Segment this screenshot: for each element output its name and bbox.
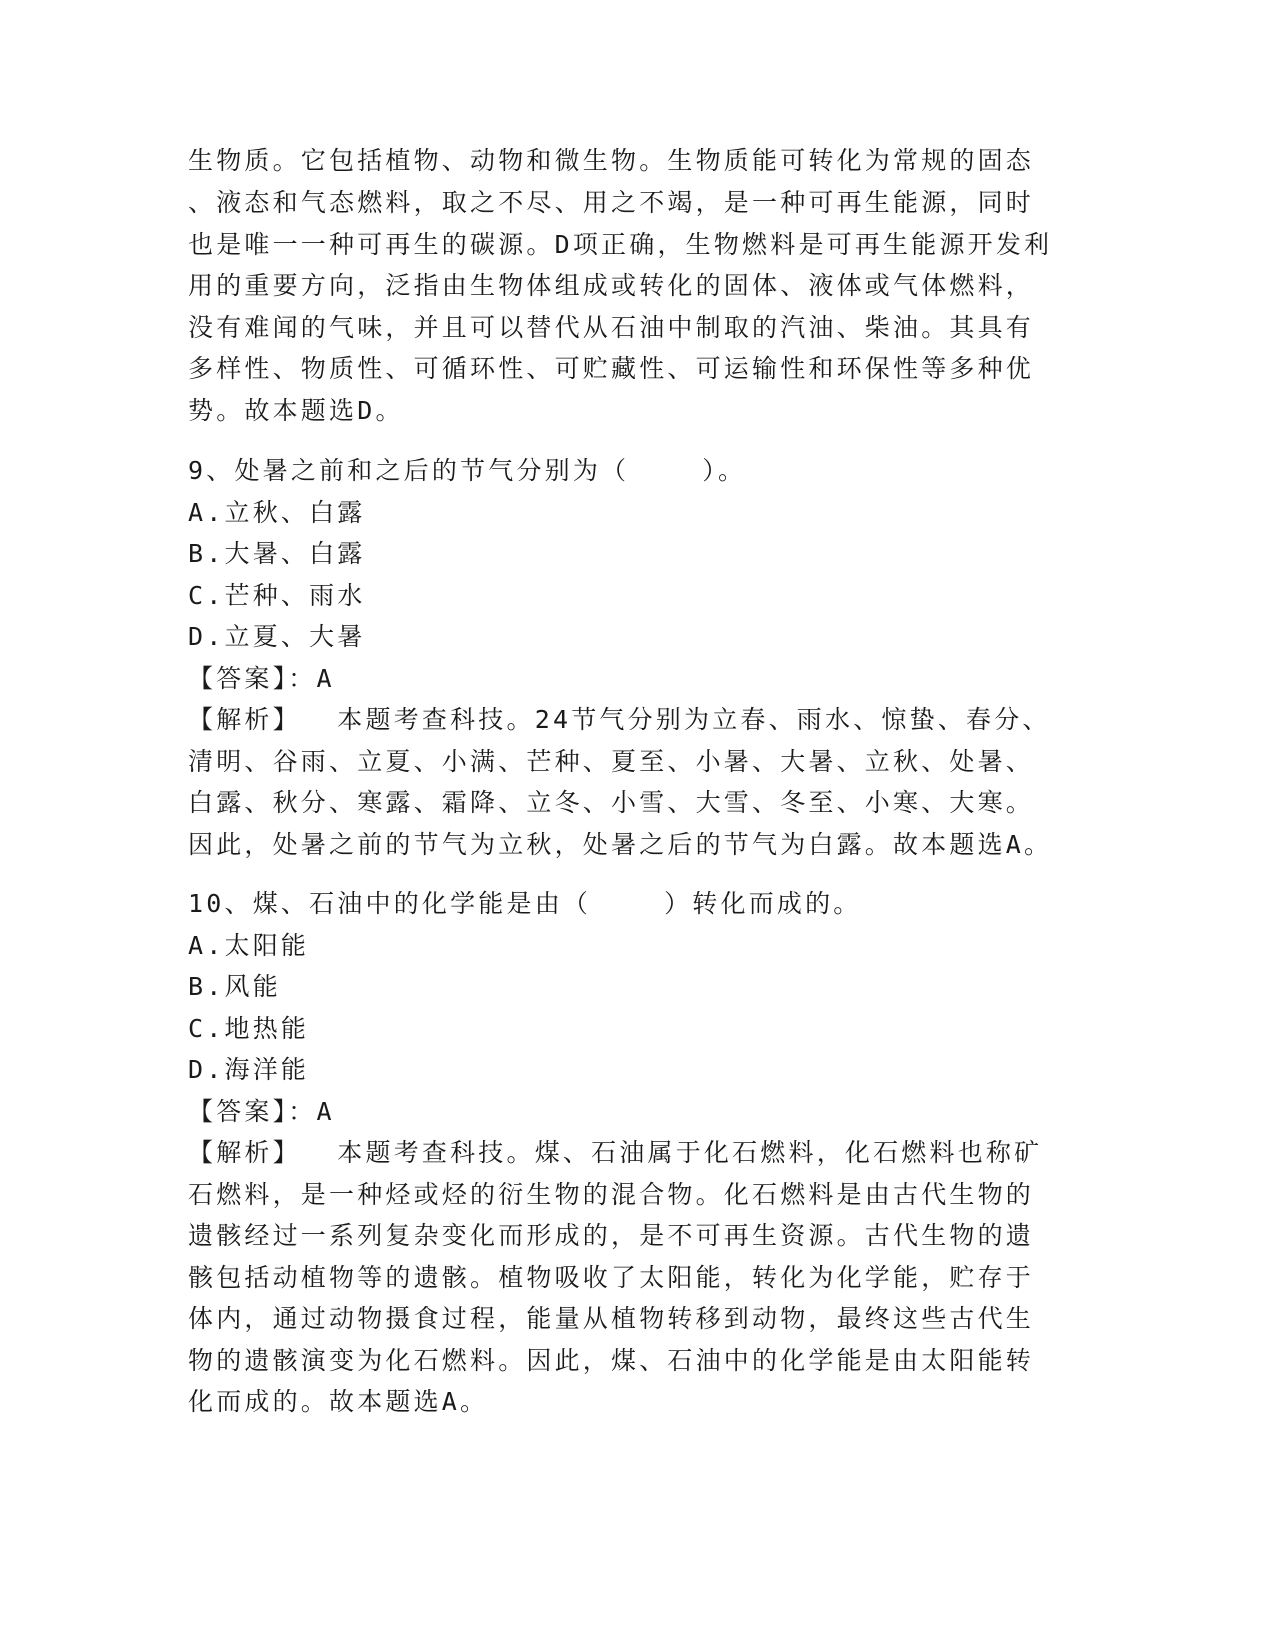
continuation-line: 势。故本题选D。: [188, 396, 404, 425]
continuation-line: 也是唯一一种可再生的碳源。D项正确，生物燃料是可再生能源开发利: [188, 230, 1053, 259]
continuation-line: 没有难闻的气味，并且可以替代从石油中制取的汽油、柴油。其具有: [188, 313, 1035, 342]
question-9-analysis-line: 因此，处暑之前的节气为立秋，处暑之后的节气为白露。故本题选A。: [188, 830, 1053, 859]
question-9-analysis-line: 清明、谷雨、立夏、小满、芒种、夏至、小暑、大暑、立秋、处暑、: [188, 747, 1035, 776]
question-10-option-c: C.地热能: [188, 1014, 310, 1043]
question-10-answer: 【答案】：A: [188, 1097, 335, 1126]
question-10-analysis-line: 物的遗骸演变为化石燃料。因此，煤、石油中的化学能是由太阳能转: [188, 1346, 1035, 1375]
question-10-analysis-line: 骸包括动植物等的遗骸。植物吸收了太阳能，转化为化学能，贮存于: [188, 1263, 1035, 1292]
question-10-analysis-line: 体内，通过动物摄食过程，能量从植物转移到动物，最终这些古代生: [188, 1304, 1035, 1333]
question-9-analysis-line: 白露、秋分、寒露、霜降、立冬、小雪、大雪、冬至、小寒、大寒。: [188, 788, 1035, 817]
question-10-analysis-line: 【解析】 本题考查科技。煤、石油属于化石燃料，化石燃料也称矿: [188, 1138, 1043, 1167]
question-10-option-b: B.风能: [188, 972, 281, 1001]
question-9-option-a: A.立秋、白露: [188, 498, 366, 527]
question-9-answer: 【答案】：A: [188, 664, 335, 693]
question-10-option-a: A.太阳能: [188, 931, 310, 960]
question-9-option-d: D.立夏、大暑: [188, 622, 366, 651]
question-9-option-b: B.大暑、白露: [188, 539, 366, 568]
question-9-stem: 9、处暑之前和之后的节气分别为（ ）。: [188, 456, 747, 485]
continuation-line: 、液态和气态燃料，取之不尽、用之不竭，是一种可再生能源，同时: [188, 188, 1035, 217]
continuation-line: 多样性、物质性、可循环性、可贮藏性、可运输性和环保性等多种优: [188, 354, 1035, 383]
continuation-line: 用的重要方向，泛指由生物体组成或转化的固体、液体或气体燃料，: [188, 271, 1035, 300]
question-10-analysis-line: 石燃料，是一种烃或烃的衍生物的混合物。化石燃料是由古代生物的: [188, 1180, 1035, 1209]
question-10-analysis-line: 化而成的。故本题选A。: [188, 1387, 489, 1416]
continuation-line: 生物质。它包括植物、动物和微生物。生物质能可转化为常规的固态: [188, 146, 1035, 175]
question-10-stem: 10、煤、石油中的化学能是由（ ）转化而成的。: [188, 889, 862, 918]
question-10-analysis-line: 遗骸经过一系列复杂变化而形成的，是不可再生资源。古代生物的遗: [188, 1221, 1035, 1250]
question-9-option-c: C.芒种、雨水: [188, 581, 366, 610]
question-9-analysis-line: 【解析】 本题考查科技。24节气分别为立春、雨水、惊蛰、春分、: [188, 705, 1051, 734]
question-10-option-d: D.海洋能: [188, 1055, 310, 1084]
